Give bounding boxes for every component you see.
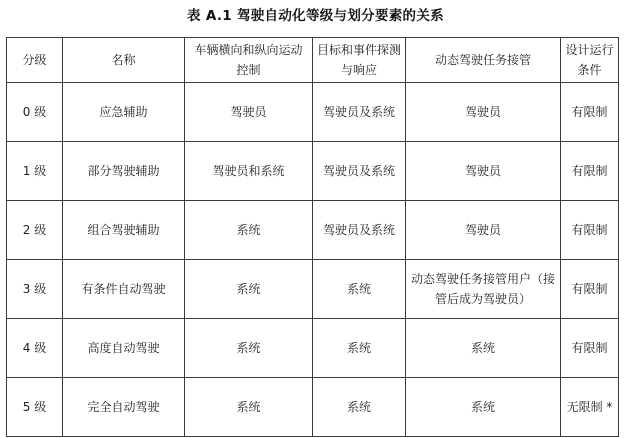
- cell-motion-control: 驾驶员: [185, 83, 313, 142]
- cell-odd: 有限制: [561, 201, 619, 260]
- header-oedr: 目标和事件探测与响应: [313, 38, 406, 83]
- cell-ddt-fallback: 系统: [406, 378, 561, 437]
- cell-odd: 有限制: [561, 260, 619, 319]
- cell-odd: 有限制: [561, 319, 619, 378]
- cell-odd: 有限制: [561, 83, 619, 142]
- cell-oedr: 驾驶员及系统: [313, 83, 406, 142]
- cell-motion-control: 系统: [185, 319, 313, 378]
- cell-motion-control: 系统: [185, 201, 313, 260]
- cell-oedr: 系统: [313, 319, 406, 378]
- table-row: [7, 260, 619, 319]
- cell-ddt-fallback: 驾驶员: [406, 142, 561, 201]
- cell-level: 4 级: [7, 319, 63, 378]
- table-row: [7, 142, 619, 201]
- cell-level: 0 级: [7, 83, 63, 142]
- cell-motion-control: 系统: [185, 260, 313, 319]
- cell-oedr: 系统: [313, 260, 406, 319]
- cell-motion-control: 系统: [185, 378, 313, 437]
- cell-ddt-fallback: 驾驶员: [406, 201, 561, 260]
- cell-name: 组合驾驶辅助: [63, 201, 185, 260]
- cell-name: 有条件自动驾驶: [63, 260, 185, 319]
- cell-odd: 无限制 *: [561, 378, 619, 437]
- table-row: [7, 378, 619, 437]
- cell-level: 2 级: [7, 201, 63, 260]
- cell-name: 高度自动驾驶: [63, 319, 185, 378]
- cell-name: 应急辅助: [63, 83, 185, 142]
- cell-oedr: 驾驶员及系统: [313, 201, 406, 260]
- header-ddt-fallback: 动态驾驶任务接管: [406, 38, 561, 83]
- table-row: [7, 201, 619, 260]
- cell-name: 完全自动驾驶: [63, 378, 185, 437]
- cell-oedr: 系统: [313, 378, 406, 437]
- automation-levels-table: [6, 37, 619, 437]
- cell-level: 3 级: [7, 260, 63, 319]
- header-motion-control: 车辆横向和纵向运动控制: [185, 38, 313, 83]
- table-title: 表 A.1 驾驶自动化等级与划分要素的关系: [187, 8, 444, 24]
- cell-odd: 有限制: [561, 142, 619, 201]
- cell-name: 部分驾驶辅助: [63, 142, 185, 201]
- cell-ddt-fallback: 驾驶员: [406, 83, 561, 142]
- table-row: [7, 319, 619, 378]
- cell-level: 1 级: [7, 142, 63, 201]
- header-name: 名称: [63, 38, 185, 83]
- cell-motion-control: 驾驶员和系统: [185, 142, 313, 201]
- table-header-row: [7, 38, 619, 83]
- header-odd: 设计运行条件: [561, 38, 619, 83]
- header-level: 分级: [7, 38, 63, 83]
- cell-level: 5 级: [7, 378, 63, 437]
- cell-oedr: 驾驶员及系统: [313, 142, 406, 201]
- cell-ddt-fallback: 动态驾驶任务接管用户（接管后成为驾驶员）: [406, 260, 561, 319]
- table-row: [7, 83, 619, 142]
- cell-ddt-fallback: 系统: [406, 319, 561, 378]
